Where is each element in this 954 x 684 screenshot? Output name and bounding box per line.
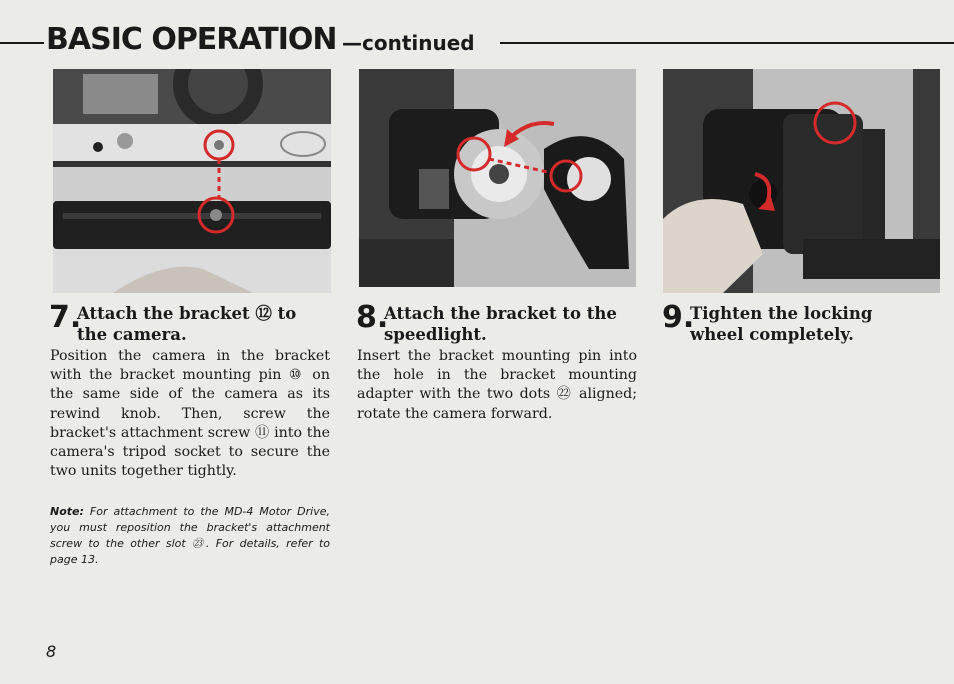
note bbox=[50, 504, 330, 568]
note-label: Note: bbox=[50, 505, 84, 518]
note-text: For attachment to the MD-4 Motor Drive, you must reposition the bracket's attachment screw to the other slot ㉓. For details, refer to page 13. bbox=[50, 505, 330, 566]
photo-tighten-locking-wheel bbox=[663, 69, 940, 293]
step-number: 7. bbox=[49, 300, 82, 335]
step-8-body: Insert the bracket mounting pin into the hole in the bracket mounting adapter with the two dots ㉒ aligned; rotate the camera forward. bbox=[357, 348, 637, 422]
page-header bbox=[0, 22, 954, 62]
page-title: BASIC OPERATION bbox=[46, 22, 337, 57]
page-number: 8 bbox=[46, 642, 57, 661]
step-heading: Attach the bracket ⑫ to the camera. bbox=[77, 304, 297, 344]
step-number: 8. bbox=[356, 300, 389, 335]
photo-attach-bracket-to-speedlight bbox=[359, 69, 636, 287]
page-subtitle: —continued bbox=[342, 31, 475, 55]
step-7-body: Position the camera in the bracket with the bracket mounting pin ⑩ on the same side of the camera as its rewind knob. Then, screw the bracket's attachment screw ⑪ into the camera's tripod socket to secure the two units together tightly. bbox=[50, 348, 330, 480]
photo-attach-bracket-to-camera bbox=[53, 69, 331, 293]
header-rule-left bbox=[0, 42, 44, 44]
header-rule-right bbox=[500, 42, 954, 44]
step-heading: Tighten the locking wheel completely. bbox=[690, 304, 873, 344]
step-number: 9. bbox=[662, 300, 695, 335]
step-heading: Attach the bracket to the speedlight. bbox=[384, 304, 617, 344]
